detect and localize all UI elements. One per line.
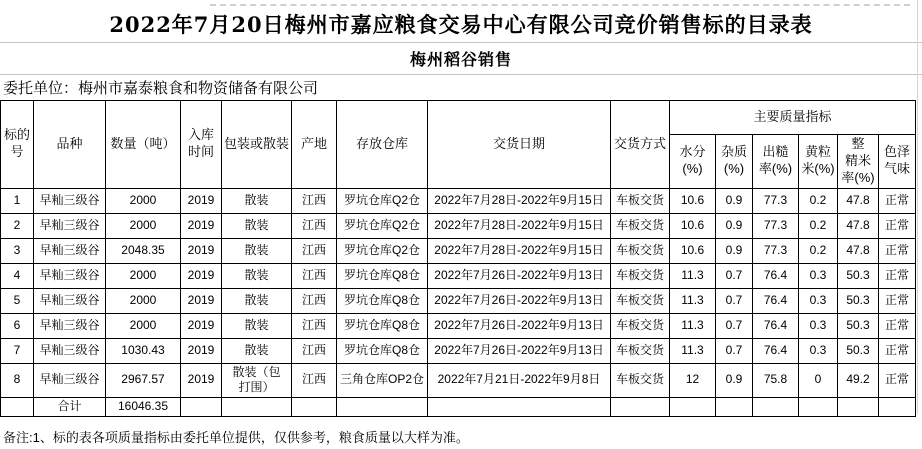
cropped-gridline-artifact bbox=[210, 4, 910, 6]
cell-variety: 早籼三级谷 bbox=[34, 188, 106, 213]
cell-yellow-rice: 0 bbox=[799, 363, 838, 397]
cell-origin: 江西 bbox=[292, 263, 337, 288]
total-label: 合计 bbox=[34, 397, 106, 416]
cell-lot-no: 8 bbox=[1, 363, 34, 397]
cell-packaging: 散装 bbox=[222, 238, 292, 263]
header-delivery-date: 交货日期 bbox=[428, 101, 611, 189]
page-subtitle: 梅州稻谷销售 bbox=[409, 50, 512, 69]
entrust-line: 委托单位：梅州市嘉泰粮食和物资储备有限公司 bbox=[3, 80, 319, 97]
cell-lot-no: 5 bbox=[1, 288, 34, 313]
cell-moisture: 12 bbox=[670, 363, 716, 397]
cell-impurity: 0.9 bbox=[716, 188, 753, 213]
cell-warehouse: 罗坑仓库Q8仓 bbox=[337, 313, 428, 338]
cell-origin: 江西 bbox=[292, 288, 337, 313]
cell-empty bbox=[292, 397, 337, 416]
cell-origin: 江西 bbox=[292, 313, 337, 338]
cell-quantity: 2000 bbox=[106, 313, 181, 338]
cell-impurity: 0.7 bbox=[716, 313, 753, 338]
cell-delivery-date: 2022年7月21日-2022年9月8日 bbox=[428, 363, 611, 397]
cell-warehouse: 三角仓库OP2仓 bbox=[337, 363, 428, 397]
cell-head-rice-rate: 50.3 bbox=[838, 313, 879, 338]
cell-quantity: 2000 bbox=[106, 213, 181, 238]
header-head-rice-rate: 整精米率(%) bbox=[838, 135, 879, 189]
cell-yellow-rice: 0.2 bbox=[799, 238, 838, 263]
cell-variety: 早籼三级谷 bbox=[34, 288, 106, 313]
cell-packaging: 散装 bbox=[222, 338, 292, 363]
cell-delivery-date: 2022年7月28日-2022年9月15日 bbox=[428, 188, 611, 213]
table-row bbox=[1, 338, 916, 363]
cell-impurity: 0.9 bbox=[716, 213, 753, 238]
cell-empty bbox=[879, 397, 916, 416]
cell-impurity: 0.9 bbox=[716, 363, 753, 397]
cell-packaging: 散装 bbox=[222, 288, 292, 313]
table-body bbox=[1, 188, 916, 397]
table-row bbox=[1, 188, 916, 213]
cell-delivery-method: 车板交货 bbox=[611, 338, 670, 363]
table-row bbox=[1, 313, 916, 338]
cell-storage-year: 2019 bbox=[181, 213, 222, 238]
cell-moisture: 10.6 bbox=[670, 238, 716, 263]
table-row bbox=[1, 263, 916, 288]
cell-lot-no: 2 bbox=[1, 213, 34, 238]
cell-delivery-date: 2022年7月26日-2022年9月13日 bbox=[428, 263, 611, 288]
cell-storage-year: 2019 bbox=[181, 363, 222, 397]
cell-storage-year: 2019 bbox=[181, 188, 222, 213]
table-row bbox=[1, 288, 916, 313]
header-variety: 品种 bbox=[34, 101, 106, 189]
cell-color-smell: 正常 bbox=[879, 263, 916, 288]
cell-lot-no bbox=[1, 397, 34, 416]
cell-moisture: 11.3 bbox=[670, 338, 716, 363]
cell-warehouse: 罗坑仓库Q2仓 bbox=[337, 213, 428, 238]
cell-yellow-rice: 0.2 bbox=[799, 188, 838, 213]
cell-head-rice-rate: 49.2 bbox=[838, 363, 879, 397]
entrust-band bbox=[0, 75, 922, 100]
cell-impurity: 0.9 bbox=[716, 238, 753, 263]
cell-variety: 早籼三级谷 bbox=[34, 363, 106, 397]
lots-table bbox=[0, 100, 916, 417]
cell-head-rice-rate: 47.8 bbox=[838, 213, 879, 238]
cell-yellow-rice: 0.2 bbox=[799, 213, 838, 238]
table-row bbox=[1, 238, 916, 263]
cell-origin: 江西 bbox=[292, 363, 337, 397]
header-impurity: 杂质(%) bbox=[716, 135, 753, 189]
title-band bbox=[0, 0, 922, 43]
cell-lot-no: 3 bbox=[1, 238, 34, 263]
cell-lot-no: 1 bbox=[1, 188, 34, 213]
cell-empty bbox=[222, 397, 292, 416]
cell-empty bbox=[838, 397, 879, 416]
cell-hulling-rate: 77.3 bbox=[753, 188, 799, 213]
cell-delivery-method: 车板交货 bbox=[611, 313, 670, 338]
cell-quantity: 2048.35 bbox=[106, 238, 181, 263]
cell-origin: 江西 bbox=[292, 188, 337, 213]
cell-hulling-rate: 75.8 bbox=[753, 363, 799, 397]
header-quality-group: 主要质量指标 bbox=[670, 101, 916, 135]
cell-variety: 早籼三级谷 bbox=[34, 238, 106, 263]
header-packaging: 包装或散装 bbox=[222, 101, 292, 189]
header-yellow-rice: 黄粒米(%) bbox=[799, 135, 838, 189]
cell-variety: 早籼三级谷 bbox=[34, 263, 106, 288]
cell-yellow-rice: 0.3 bbox=[799, 263, 838, 288]
cell-warehouse: 罗坑仓库Q2仓 bbox=[337, 238, 428, 263]
cell-quantity: 2000 bbox=[106, 188, 181, 213]
right-gridline bbox=[917, 0, 918, 414]
cell-empty bbox=[611, 397, 670, 416]
cell-hulling-rate: 76.4 bbox=[753, 263, 799, 288]
table-footer bbox=[1, 397, 916, 416]
cell-variety: 早籼三级谷 bbox=[34, 213, 106, 238]
cell-variety: 早籼三级谷 bbox=[34, 313, 106, 338]
cell-quantity: 2000 bbox=[106, 288, 181, 313]
cell-storage-year: 2019 bbox=[181, 263, 222, 288]
cell-delivery-date: 2022年7月26日-2022年9月13日 bbox=[428, 313, 611, 338]
header-hulling-rate: 出糙率(%) bbox=[753, 135, 799, 189]
total-row bbox=[1, 397, 916, 416]
header-lot-no: 标的号 bbox=[1, 101, 34, 189]
cell-storage-year: 2019 bbox=[181, 313, 222, 338]
cell-color-smell: 正常 bbox=[879, 338, 916, 363]
cell-yellow-rice: 0.3 bbox=[799, 338, 838, 363]
cell-head-rice-rate: 50.3 bbox=[838, 338, 879, 363]
cell-delivery-method: 车板交货 bbox=[611, 288, 670, 313]
cell-packaging: 散装 bbox=[222, 188, 292, 213]
page-title: 2022年7月20日梅州市嘉应粮食交易中心有限公司竞价销售标的目录表 bbox=[109, 11, 813, 37]
cell-moisture: 11.3 bbox=[670, 288, 716, 313]
table-row bbox=[1, 363, 916, 397]
cell-impurity: 0.7 bbox=[716, 338, 753, 363]
cell-empty bbox=[753, 397, 799, 416]
cell-hulling-rate: 76.4 bbox=[753, 338, 799, 363]
cell-color-smell: 正常 bbox=[879, 213, 916, 238]
header-storage-year: 入库时间 bbox=[181, 101, 222, 189]
cell-color-smell: 正常 bbox=[879, 313, 916, 338]
total-quantity: 16046.35 bbox=[106, 397, 181, 416]
cell-delivery-method: 车板交货 bbox=[611, 238, 670, 263]
cell-storage-year: 2019 bbox=[181, 288, 222, 313]
cell-yellow-rice: 0.3 bbox=[799, 313, 838, 338]
header-warehouse: 存放仓库 bbox=[337, 101, 428, 189]
cell-origin: 江西 bbox=[292, 338, 337, 363]
cell-packaging: 散装（包打围） bbox=[222, 363, 292, 397]
header-moisture: 水分(%) bbox=[670, 135, 716, 189]
cell-warehouse: 罗坑仓库Q2仓 bbox=[337, 188, 428, 213]
cell-lot-no: 4 bbox=[1, 263, 34, 288]
cell-delivery-method: 车板交货 bbox=[611, 263, 670, 288]
cell-moisture: 10.6 bbox=[670, 188, 716, 213]
cell-delivery-date: 2022年7月26日-2022年9月13日 bbox=[428, 288, 611, 313]
cell-empty bbox=[337, 397, 428, 416]
cell-warehouse: 罗坑仓库Q8仓 bbox=[337, 338, 428, 363]
cell-empty bbox=[428, 397, 611, 416]
table-header bbox=[1, 101, 916, 189]
cell-delivery-method: 车板交货 bbox=[611, 213, 670, 238]
cell-storage-year: 2019 bbox=[181, 338, 222, 363]
cell-moisture: 11.3 bbox=[670, 263, 716, 288]
cell-warehouse: 罗坑仓库Q8仓 bbox=[337, 288, 428, 313]
cell-moisture: 11.3 bbox=[670, 313, 716, 338]
cell-storage-year: 2019 bbox=[181, 238, 222, 263]
cell-moisture: 10.6 bbox=[670, 213, 716, 238]
cell-empty bbox=[799, 397, 838, 416]
cell-delivery-method: 车板交货 bbox=[611, 363, 670, 397]
cell-hulling-rate: 77.3 bbox=[753, 213, 799, 238]
header-quantity: 数量（吨） bbox=[106, 101, 181, 189]
cell-yellow-rice: 0.3 bbox=[799, 288, 838, 313]
table-row bbox=[1, 213, 916, 238]
cell-delivery-date: 2022年7月28日-2022年9月15日 bbox=[428, 213, 611, 238]
cell-impurity: 0.7 bbox=[716, 263, 753, 288]
cell-origin: 江西 bbox=[292, 213, 337, 238]
cell-packaging: 散装 bbox=[222, 213, 292, 238]
cell-head-rice-rate: 50.3 bbox=[838, 263, 879, 288]
cell-head-rice-rate: 47.8 bbox=[838, 238, 879, 263]
cell-quantity: 2000 bbox=[106, 263, 181, 288]
header-color-smell: 色泽气味 bbox=[879, 135, 916, 189]
cell-quantity: 2967.57 bbox=[106, 363, 181, 397]
cell-empty bbox=[670, 397, 716, 416]
cell-delivery-date: 2022年7月26日-2022年9月13日 bbox=[428, 338, 611, 363]
cell-quantity: 1030.43 bbox=[106, 338, 181, 363]
cell-empty bbox=[716, 397, 753, 416]
cell-head-rice-rate: 47.8 bbox=[838, 188, 879, 213]
cell-hulling-rate: 77.3 bbox=[753, 238, 799, 263]
cell-packaging: 散装 bbox=[222, 313, 292, 338]
cell-origin: 江西 bbox=[292, 238, 337, 263]
cell-packaging: 散装 bbox=[222, 263, 292, 288]
cell-hulling-rate: 76.4 bbox=[753, 313, 799, 338]
note-text: 备注:1、标的表各项质量指标由委托单位提供，仅供参考，粮食质量以大样为准。 bbox=[3, 429, 469, 445]
cell-color-smell: 正常 bbox=[879, 188, 916, 213]
cell-color-smell: 正常 bbox=[879, 363, 916, 397]
cell-warehouse: 罗坑仓库Q8仓 bbox=[337, 263, 428, 288]
header-delivery-method: 交货方式 bbox=[611, 101, 670, 189]
cell-lot-no: 6 bbox=[1, 313, 34, 338]
cell-empty bbox=[181, 397, 222, 416]
cell-lot-no: 7 bbox=[1, 338, 34, 363]
cell-color-smell: 正常 bbox=[879, 288, 916, 313]
cell-head-rice-rate: 50.3 bbox=[838, 288, 879, 313]
header-origin: 产地 bbox=[292, 101, 337, 189]
cell-color-smell: 正常 bbox=[879, 238, 916, 263]
cell-impurity: 0.7 bbox=[716, 288, 753, 313]
cell-delivery-method: 车板交货 bbox=[611, 188, 670, 213]
cell-hulling-rate: 76.4 bbox=[753, 288, 799, 313]
subtitle-band bbox=[0, 43, 922, 75]
cell-delivery-date: 2022年7月28日-2022年9月15日 bbox=[428, 238, 611, 263]
cell-variety: 早籼三级谷 bbox=[34, 338, 106, 363]
